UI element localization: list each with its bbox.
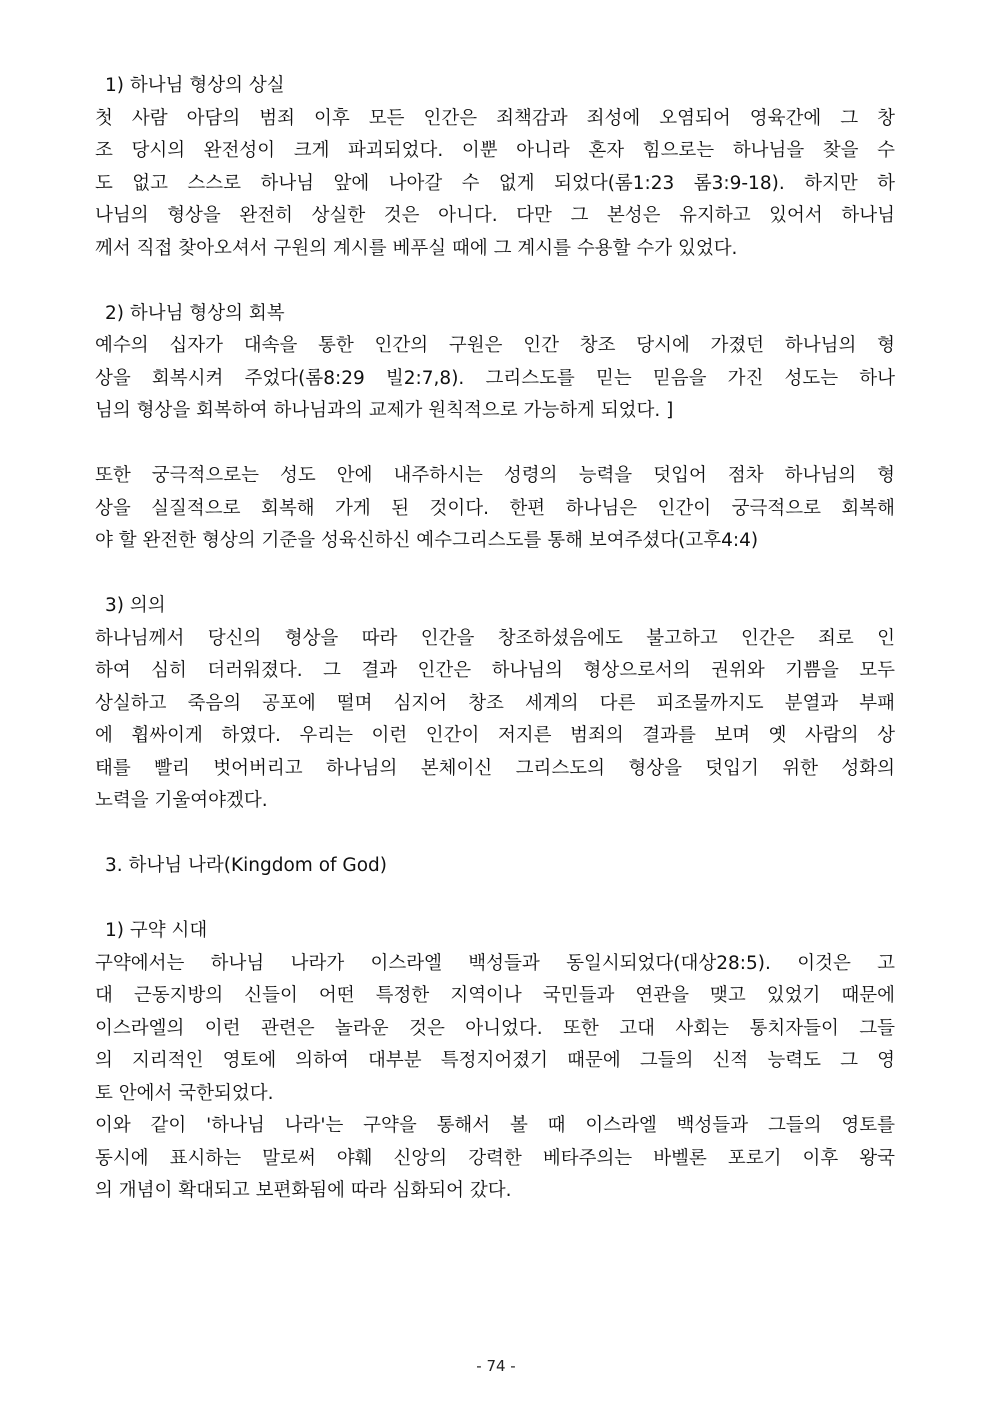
paragraph-line: 또한 궁극적으로는 성도 안에 내주하시는 성령의 능력을 덧입어 점차 하나님의 형 [95, 465, 895, 486]
section-heading-restoration: 2) 하나님 형상의 회복 [105, 302, 285, 324]
paragraph-line: 의 지리적인 영토에 의하여 대부분 특정지어졌기 때문에 그들의 신적 능력도 그 영 [95, 1050, 895, 1071]
paragraph-line: 나님의 형상을 완전히 상실한 것은 아니다. 다만 그 본성은 유지하고 있어서 하나님 [95, 205, 895, 226]
paragraph-line: 구약에서는 하나님 나라가 이스라엘 백성들과 동일시되었다(대상28:5). 이것은 고 [95, 952, 895, 974]
spacer [95, 428, 895, 461]
paragraph-line: 도 없고 스스로 하나님 앞에 나아갈 수 없게 되었다(롬1:23 롬3:9-18). 하지만 하 [95, 172, 895, 194]
paragraph-line: 님의 형상을 회복하여 하나님과의 교제가 원칙적으로 가능하게 되었다. ] [95, 400, 674, 421]
section-heading-old-testament: 1) 구약 시대 [105, 920, 208, 941]
section-heading-significance: 3) 의의 [105, 595, 166, 616]
paragraph-line: 상을 회복시켜 주었다(롬8:29 빌2:7,8). 그리스도를 믿는 믿음을 가진 성도는 하나 [95, 367, 895, 389]
spacer [95, 883, 895, 916]
paragraph-line: 상실하고 죽음의 공포에 떨며 심지어 창조 세계의 다른 피조물까지도 분열과 부패 [95, 692, 895, 714]
paragraph-line: 이와 같이 '하나님 나라'는 구약을 통해서 볼 때 이스라엘 백성들과 그들의 영토를 [95, 1115, 895, 1136]
paragraph-line: 의 개념이 확대되고 보편화됨에 따라 심화되어 갔다. [95, 1180, 512, 1201]
paragraph-line: 에 휩싸이게 하였다. 우리는 이런 인간이 저지른 범죄의 결과를 보며 옛 사람의 상 [95, 725, 895, 746]
paragraph-line: 태를 빨리 벗어버리고 하나님의 본체이신 그리스도의 형상을 덧입기 위한 성화의 [95, 757, 895, 779]
chapter-heading-kingdom-of-god: 3. 하나님 나라(Kingdom of God) [105, 855, 388, 876]
document-page [95, 70, 895, 1208]
paragraph-line: 예수의 십자가 대속을 통한 인간의 구원은 인간 창조 당시에 가졌던 하나님의 형 [95, 335, 895, 356]
paragraph-line: 대 근동지방의 신들이 어떤 특정한 지역이나 국민들과 연관을 맺고 있었기 때문에 [95, 985, 895, 1006]
paragraph-line: 하여 심히 더러워졌다. 그 결과 인간은 하나님의 형상으로서의 권위와 기쁨을 모두 [95, 660, 895, 681]
paragraph-line: 께서 직접 찾아오셔서 구원의 계시를 베푸실 때에 그 계시를 수용할 수가 있었다. [95, 237, 738, 259]
paragraph-line: 야 할 완전한 형상의 기준을 성육신하신 예수그리스도를 통해 보여주셨다(고후4:4) [95, 530, 759, 551]
paragraph-line: 조 당시의 완전성이 크게 파괴되었다. 이뿐 아니라 혼자 힘으로는 하나님을 찾을 수 [95, 140, 895, 161]
paragraph-line: 하나님께서 당신의 형상을 따라 인간을 창조하셨음에도 불고하고 인간은 죄로 인 [95, 627, 895, 649]
page-number: - 74 - [476, 1357, 516, 1375]
spacer [95, 818, 895, 851]
paragraph-line: 동시에 표시하는 말로써 야훼 신앙의 강력한 베타주의는 바벨론 포로기 이후 왕국 [95, 1147, 895, 1169]
paragraph-line: 첫 사람 아담의 범죄 이후 모든 인간은 죄책감과 죄성에 오염되어 영육간에 그 창 [95, 107, 895, 129]
section-heading-loss: 1) 하나님 형상의 상실 [105, 75, 285, 96]
paragraph-line: 토 안에서 국한되었다. [95, 1082, 274, 1104]
spacer [95, 265, 895, 298]
spacer [95, 558, 895, 591]
paragraph-line: 이스라엘의 이런 관련은 놀라운 것은 아니었다. 또한 고대 사회는 통치자들이 그들 [95, 1017, 895, 1039]
paragraph-line: 노력을 기울여야겠다. [95, 790, 268, 811]
paragraph-line: 상을 실질적으로 회복해 가게 된 것이다. 한편 하나님은 인간이 궁극적으로 회복해 [95, 497, 895, 519]
